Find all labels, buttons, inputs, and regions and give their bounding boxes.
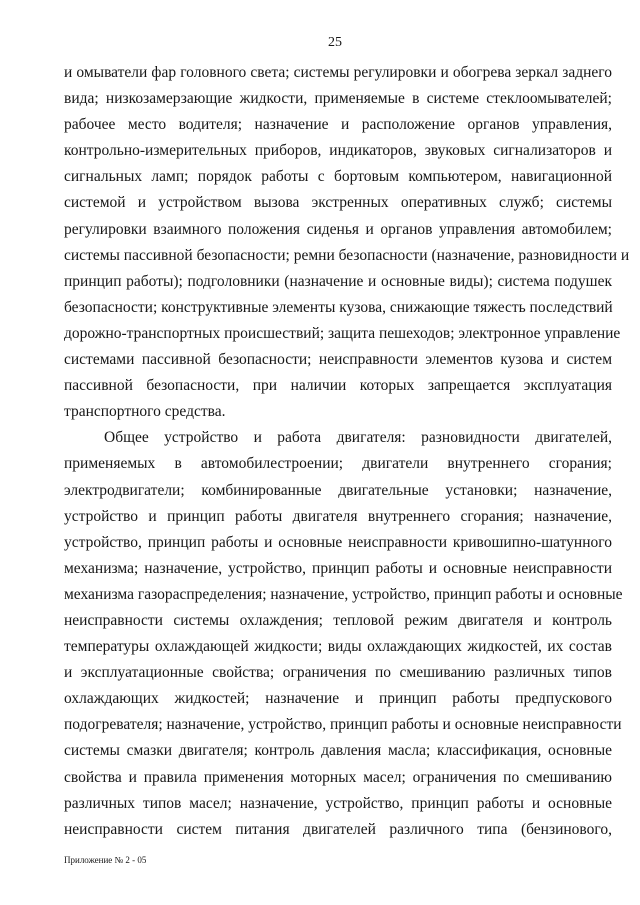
text-line: Общее устройство и работа двигателя: разновидности двигателей,: [104, 429, 612, 447]
text-line: и эксплуатационные свойства; ограничения по смешиванию различных типов: [64, 664, 612, 682]
text-line: устройство и принцип работы двигателя внутреннего сгорания; назначение,: [64, 507, 612, 525]
text-line: электродвигатели; комбинированные двигательные установки; назначение,: [64, 481, 612, 499]
page-number: 25: [328, 35, 342, 50]
text-line: пассивной безопасности, при наличии которых запрещается эксплуатация: [64, 377, 612, 395]
text-line: неисправности системы охлаждения; тепловой режим двигателя и контроль: [64, 611, 612, 629]
text-line: дорожно-транспортных происшествий; защита пешеходов; электронное управление: [64, 324, 621, 342]
text-line: сигнальных ламп; порядок работы с бортовым компьютером, навигационной: [64, 168, 612, 186]
text-line: регулировки взаимного положения сиденья и органов управления автомобилем;: [64, 220, 612, 238]
body-text: [64, 60, 630, 843]
text-line: транспортного средства.: [64, 403, 226, 421]
text-line: контрольно-измерительных приборов, индикаторов, звуковых сигнализаторов и: [64, 142, 612, 160]
text-line: системами пассивной безопасности; неисправности элементов кузова и систем: [64, 351, 612, 369]
text-line: свойства и правила применения моторных масел; ограничения по смешиванию: [64, 768, 612, 786]
text-line: различных типов масел; назначение, устройство, принцип работы и основные: [64, 794, 612, 812]
text-line: системы пассивной безопасности; ремни безопасности (назначение, разновидности и: [64, 246, 630, 264]
text-line: рабочее место водителя; назначение и расположение органов управления,: [64, 116, 612, 134]
text-line: безопасности; конструктивные элементы кузова, снижающие тяжесть последствий: [64, 298, 613, 316]
footer-note: Приложение № 2 - 05: [64, 855, 147, 865]
text-line: принцип работы); подголовники (назначение и основные виды); система подушек: [64, 272, 612, 290]
text-line: вида; низкозамерзающие жидкости, применяемые в системе стеклоомывателей;: [64, 90, 612, 108]
paragraph-1: [64, 60, 630, 425]
text-line: системой и устройством вызова экстренных оперативных служб; системы: [64, 194, 612, 212]
paragraph-2: [64, 425, 623, 843]
text-line: механизма; назначение, устройство, принцип работы и основные неисправности: [64, 559, 612, 577]
text-line: механизма газораспределения; назначение, устройство, принцип работы и основные: [64, 585, 623, 603]
text-line: неисправности систем питания двигателей различного типа (бензинового,: [64, 820, 612, 838]
text-line: применяемых в автомобилестроении; двигатели внутреннего сгорания;: [64, 455, 612, 473]
text-line: температуры охлаждающей жидкости; виды охлаждающих жидкостей, их состав: [64, 638, 612, 656]
text-line: охлаждающих жидкостей; назначение и принцип работы предпускового: [64, 690, 612, 708]
text-line: и омыватели фар головного света; системы регулировки и обогрева зеркал заднего: [64, 64, 612, 81]
text-line: системы смазки двигателя; контроль давления масла; классификация, основные: [64, 742, 612, 760]
text-line: подогревателя; назначение, устройство, принцип работы и основные неисправности: [64, 716, 622, 734]
text-line: устройство, принцип работы и основные неисправности кривошипно-шатунного: [64, 533, 612, 551]
